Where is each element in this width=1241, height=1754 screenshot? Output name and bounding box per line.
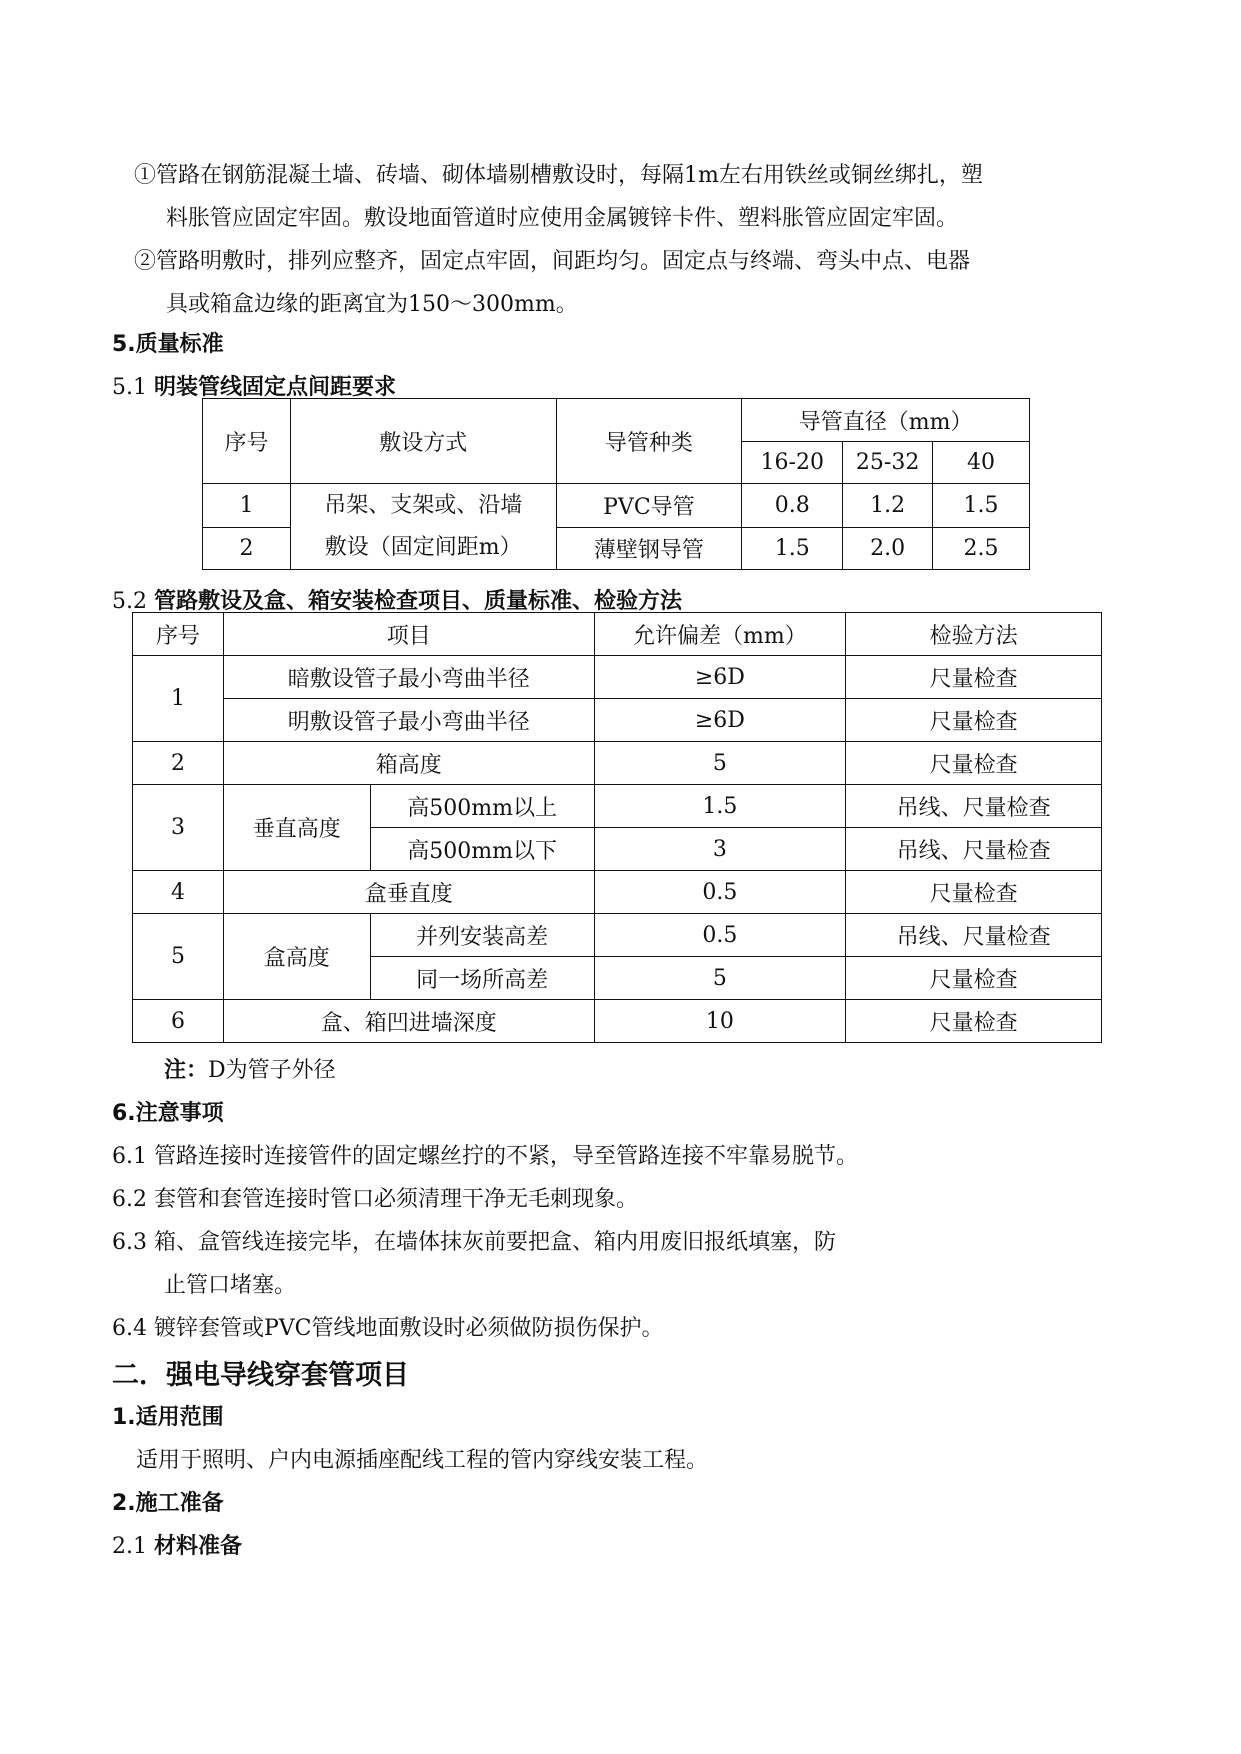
t2-row1b-tolerance: ≥6D [594, 699, 846, 742]
spacing-table [202, 398, 1030, 570]
t1-header-type: 导管种类 [556, 399, 742, 484]
table-row [133, 1000, 1102, 1043]
t1-header-d3: 40 [933, 442, 1030, 484]
t2-row3b-tolerance: 3 [594, 828, 846, 871]
t2-row5a-item: 并列安装高差 [370, 914, 594, 957]
section-5-1-title: 明装管线固定点间距要求 [154, 375, 397, 400]
t2-row3a-tolerance: 1.5 [594, 785, 846, 828]
table-row [133, 742, 1102, 785]
t2-row3-no: 3 [133, 785, 224, 871]
t2-row1b-method: 尺量检查 [846, 699, 1102, 742]
part-2-heading: 二．强电导线穿套管项目 [112, 1360, 409, 1391]
inspection-table [132, 612, 1102, 1043]
t2-row3a-item: 高500mm以上 [370, 785, 594, 828]
t2-row2-method: 尺量检查 [846, 742, 1102, 785]
section-5-heading: 5.质量标准 [112, 332, 224, 357]
part-2-section-2-1-number: 2.1 [112, 1534, 147, 1559]
t2-row5a-method: 吊线、尺量检查 [846, 914, 1102, 957]
t2-row2-tolerance: 5 [594, 742, 846, 785]
t1-row2-v3: 2.5 [933, 527, 1030, 570]
intro-item-2-line-1: ②管路明敷时，排列应整齐，固定点牢固，间距均匀。固定点与终端、弯头中点、电器 [134, 249, 971, 274]
section-5-2-number: 5.2 [112, 589, 147, 614]
table-row [133, 871, 1102, 914]
t2-row6-tolerance: 10 [594, 1000, 846, 1043]
intro-item-2 [134, 240, 1134, 326]
t2-header-method: 检验方法 [846, 613, 1102, 656]
section-6-item-1: 6.1 管路连接时连接管件的固定螺丝拧的不紧，导至管路连接不牢靠易脱节。 [112, 1144, 858, 1169]
t1-row2-type: 薄壁钢导管 [556, 527, 742, 570]
intro-item-1 [134, 154, 1134, 240]
t2-row5b-tolerance: 5 [594, 957, 846, 1000]
t2-row1-no: 1 [133, 656, 224, 742]
t2-row5a-tolerance: 0.5 [594, 914, 846, 957]
t1-row2-v1: 1.5 [742, 527, 843, 570]
t1-row1-type: PVC导管 [556, 484, 742, 528]
t1-row2-no: 2 [203, 527, 291, 570]
t2-row3b-method: 吊线、尺量检查 [846, 828, 1102, 871]
note-label: 注： [164, 1058, 209, 1083]
t2-row6-method: 尺量检查 [846, 1000, 1102, 1043]
t2-row1a-tolerance: ≥6D [594, 656, 846, 699]
t1-row1-v1: 0.8 [742, 484, 843, 528]
intro-item-1-line-1: ①管路在钢筋混凝土墙、砖墙、砌体墙剔槽敷设时，每隔1m左右用铁丝或铜丝绑扎，塑 [134, 163, 983, 188]
t2-row2-item: 箱高度 [223, 742, 594, 785]
section-6-item-3-line-1: 6.3 箱、盒管线连接完毕，在墙体抹灰前要把盒、箱内用废旧报纸填塞，防 [112, 1230, 836, 1255]
t2-row1b-item: 明敷设管子最小弯曲半径 [223, 699, 594, 742]
table-row [133, 656, 1102, 699]
t1-header-d2: 25-32 [843, 442, 933, 484]
table-row [203, 484, 1030, 528]
part-2-section-2-1-title: 材料准备 [154, 1534, 243, 1559]
t1-row1-no: 1 [203, 484, 291, 528]
intro-item-1-line-2: 料胀管应固定牢固。敷设地面管道时应使用金属镀锌卡件、塑料胀管应固定牢固。 [166, 206, 959, 231]
table-note [164, 1053, 336, 1084]
t2-row1a-method: 尺量检查 [846, 656, 1102, 699]
t1-header-diameter: 导管直径（mm） [742, 399, 1030, 442]
part-2-section-1-text: 适用于照明、户内电源插座配线工程的管内穿线安装工程。 [136, 1448, 709, 1473]
t2-row3a-method: 吊线、尺量检查 [846, 785, 1102, 828]
t1-row1-v3: 1.5 [933, 484, 1030, 528]
intro-item-2-line-2: 具或箱盒边缘的距离宜为150～300mm。 [166, 292, 578, 317]
t2-row6-item: 盒、箱凹进墙深度 [223, 1000, 594, 1043]
t2-row4-method: 尺量检查 [846, 871, 1102, 914]
section-5-1-heading [112, 370, 396, 401]
t2-row3b-item: 高500mm以下 [370, 828, 594, 871]
t1-header-method: 敷设方式 [290, 399, 556, 484]
section-5-2-heading [112, 584, 682, 615]
section-5-1-number: 5.1 [112, 375, 147, 400]
t2-header-tolerance: 允许偏差（mm） [594, 613, 846, 656]
t2-row4-tolerance: 0.5 [594, 871, 846, 914]
t1-method-line-1: 吊架、支架或、沿墙 [324, 493, 523, 518]
t1-method-cell [290, 484, 556, 570]
section-6-item-4: 6.4 镀锌套管或PVC管线地面敷设时必须做防损伤保护。 [112, 1316, 664, 1341]
t2-row5b-method: 尺量检查 [846, 957, 1102, 1000]
t1-row2-v2: 2.0 [843, 527, 933, 570]
t1-header-d1: 16-20 [742, 442, 843, 484]
t2-row5-no: 5 [133, 914, 224, 1000]
section-5-2-title: 管路敷设及盒、箱安装检查项目、质量标准、检验方法 [154, 589, 683, 614]
t2-header-no: 序号 [133, 613, 224, 656]
part-2-section-2-heading: 2.施工准备 [112, 1491, 224, 1516]
table-row [133, 785, 1102, 828]
t1-row1-v2: 1.2 [843, 484, 933, 528]
section-6-item-3-line-2: 止管口堵塞。 [164, 1273, 297, 1298]
t2-header-item: 项目 [223, 613, 594, 656]
part-2-section-2-1-heading [112, 1529, 242, 1560]
part-2-section-1-heading: 1.适用范围 [112, 1405, 224, 1430]
t2-row5-group: 盒高度 [223, 914, 370, 1000]
t2-row6-no: 6 [133, 1000, 224, 1043]
t2-row2-no: 2 [133, 742, 224, 785]
note-text: D为管子外径 [208, 1058, 336, 1083]
table-row [133, 699, 1102, 742]
t2-row5b-item: 同一场所高差 [370, 957, 594, 1000]
t1-header-no: 序号 [203, 399, 291, 484]
section-6-item-2: 6.2 套管和套管连接时管口必须清理干净无毛刺现象。 [112, 1187, 638, 1212]
t2-row3-group: 垂直高度 [223, 785, 370, 871]
t2-row4-item: 盒垂直度 [223, 871, 594, 914]
t2-row4-no: 4 [133, 871, 224, 914]
section-6-heading: 6.注意事项 [112, 1101, 224, 1126]
table-row [133, 914, 1102, 957]
t2-row1a-item: 暗敷设管子最小弯曲半径 [223, 656, 594, 699]
t1-method-line-2: 敷设（固定间距m） [324, 535, 522, 560]
